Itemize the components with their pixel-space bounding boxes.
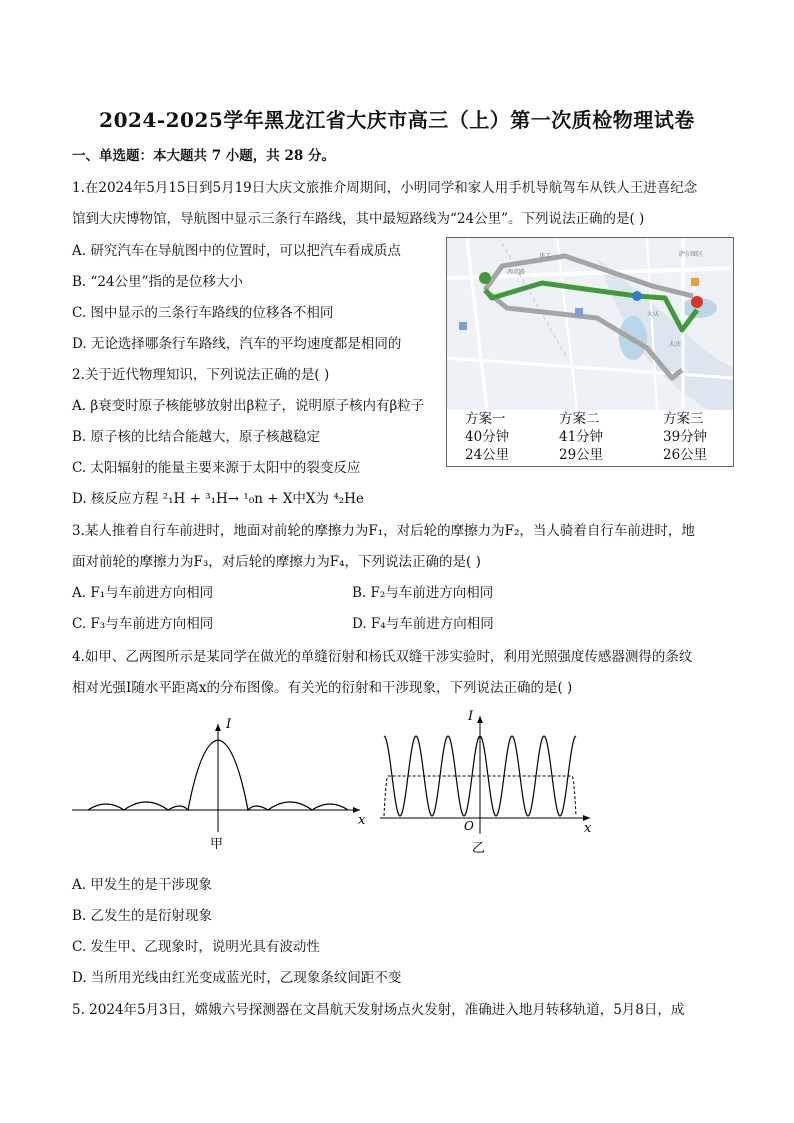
route-map <box>447 238 733 410</box>
map-label-t1: 西宾路 <box>507 269 526 276</box>
plan-1-time: 40分钟 <box>465 429 510 445</box>
fig2-caption: 乙 <box>472 841 486 856</box>
plan-2-dist: 29公里 <box>559 447 604 463</box>
q2-stem: 2.关于近代物理知识，下列说法正确的是( ) <box>72 367 330 383</box>
q4-option-b[interactable]: B. 乙发生的是衍射现象 <box>72 908 213 924</box>
interference-figure <box>376 706 606 862</box>
plan-2-time: 41分钟 <box>559 429 604 445</box>
fig1-x-label: x <box>358 813 366 828</box>
plan-2[interactable] <box>559 410 639 464</box>
section-heading: 一、单选题：本大题共 7 小题，共 28 分。 <box>72 148 335 164</box>
map-label-mid: 大庆 <box>647 311 660 318</box>
q3-option-c[interactable]: C. F₃与车前进方向相同 <box>72 616 214 632</box>
q5-stem-line1: 5. 2024年5月3日，嫦娥六号探测器在文昌航天发射场点火发射，准确进入地月转移轨道，5月8日，成 <box>72 1002 685 1018</box>
q4-stem-line2: 相对光强I随水平距离x的分布图像。有关光的衍射和干涉现象，下列说法正确的是( ) <box>72 680 573 696</box>
diffraction-figure <box>66 712 376 862</box>
fig2-origin: O <box>464 819 474 833</box>
map-label-tr: 萨尔图区 <box>679 251 704 258</box>
q1-option-c[interactable]: C. 图中显示的三条行车路线的位移各不相同 <box>72 305 334 321</box>
end-marker <box>691 296 703 308</box>
q1-option-b[interactable]: B. “24公里”指的是位移大小 <box>72 274 243 290</box>
q2-option-a[interactable]: A. β衰变时原子核能够放射出β粒子，说明原子核内有β粒子 <box>72 398 425 414</box>
plan-3-name: 方案三 <box>663 411 704 427</box>
plan-3[interactable] <box>663 410 734 464</box>
fig1-caption: 甲 <box>210 837 224 852</box>
q1-option-a[interactable]: A. 研究汽车在导航图中的位置时，可以把汽车看成质点 <box>72 243 401 259</box>
navigation-map-figure <box>446 237 734 467</box>
q4-option-d[interactable]: D. 当所用光线由红光变成蓝光时，乙现象条纹间距不变 <box>72 970 402 986</box>
q1-stem-line1: 1.在2024年5月15日到5月19日大庆文旅推介周期间，小明同学和家人用手机导航驾车从铁人王进喜纪念 <box>72 180 698 196</box>
q3-stem-line1: 3.某人推着自行车前进时，地面对前轮的摩擦力为F₁，对后轮的摩擦力为F₂，当人骑着自行车前进时，地 <box>72 523 695 539</box>
q4-stem-line1: 4.如甲、乙两图所示是某同学在做光的单缝衍射和杨氏双缝干涉实验时，利用光照强度传感器测得的条纹 <box>72 649 693 665</box>
plan-1-name: 方案一 <box>465 411 506 427</box>
fig2-y-label: I <box>468 709 474 724</box>
q1-stem-line2: 馆到大庆博物馆，导航图中显示三条行车路线，其中最短路线为“24公里”。下列说法正确的是( ) <box>72 211 645 227</box>
q3-option-a[interactable]: A. F₁与车前进方向相同 <box>72 585 214 601</box>
q2-option-b[interactable]: B. 原子核的比结合能越大，原子核越稳定 <box>72 429 321 445</box>
fig1-y-label: I <box>226 717 232 732</box>
map-label-tl: 华工 <box>539 253 552 260</box>
plan-2-name: 方案二 <box>559 411 600 427</box>
plan-3-time: 39分钟 <box>663 429 708 445</box>
waypoint-marker <box>632 291 642 301</box>
q3-option-b[interactable]: B. F₂与车前进方向相同 <box>352 585 494 601</box>
plan-3-dist: 26公里 <box>663 447 708 463</box>
map-label-low: 大庆 <box>669 341 682 348</box>
q2-option-c[interactable]: C. 太阳辐射的能量主要来源于太阳中的裂变反应 <box>72 460 361 476</box>
q1-option-d[interactable]: D. 无论选择哪条行车路线，汽车的平均速度都是相同的 <box>72 336 402 352</box>
q4-option-c[interactable]: C. 发生甲、乙现象时，说明光具有波动性 <box>72 939 320 955</box>
plan-1-dist: 24公里 <box>465 447 510 463</box>
start-marker <box>479 272 491 284</box>
page-title: 2024-2025学年黑龙江省大庆市高三（上）第一次质检物理试卷 <box>99 108 695 132</box>
q2-option-d[interactable]: D. 核反应方程 ²₁H + ³₁H→ ¹₀n + X中X为 ⁴₂He <box>72 491 364 507</box>
q3-option-d[interactable]: D. F₄与车前进方向相同 <box>352 616 494 632</box>
q3-stem-line2: 面对前轮的摩擦力为F₃，对后轮的摩擦力为F₄，下列说法正确的是( ) <box>72 554 481 570</box>
fig2-x-label: x <box>584 821 592 836</box>
q4-option-a[interactable]: A. 甲发生的是干涉现象 <box>72 877 212 893</box>
plan-1[interactable] <box>465 410 545 464</box>
route-plans-table <box>447 410 733 466</box>
